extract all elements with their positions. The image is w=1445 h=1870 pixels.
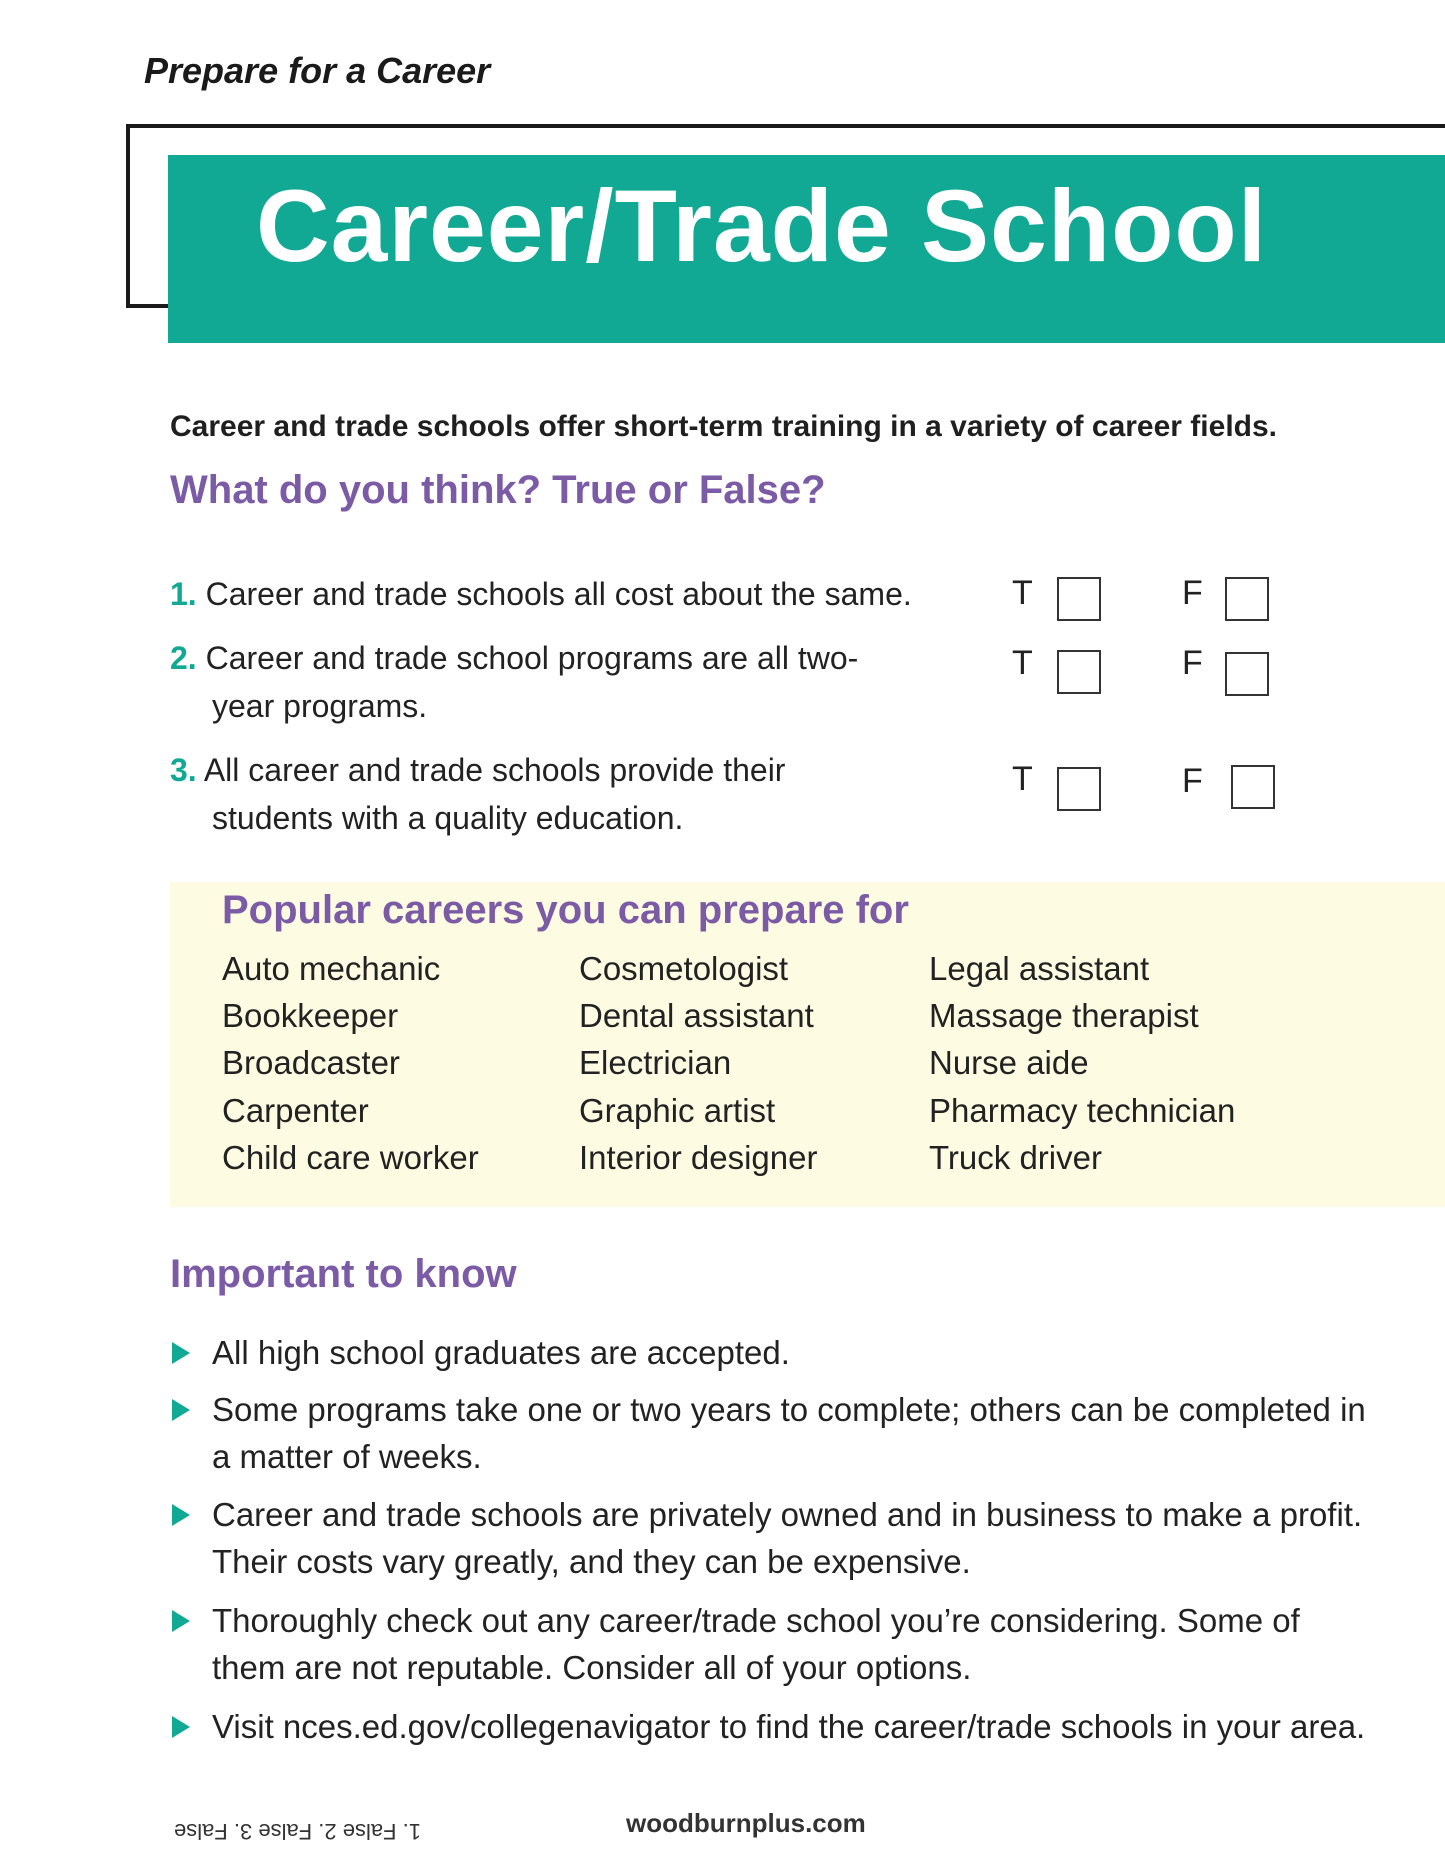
question-number: 3. (170, 752, 197, 788)
question-number: 2. (170, 640, 197, 676)
q1-true-checkbox[interactable] (1057, 577, 1101, 621)
question-3 (170, 746, 785, 842)
page-title: Career/Trade School (256, 169, 1268, 283)
true-label: T (1012, 574, 1033, 612)
bullet-arrow-icon (172, 1342, 190, 1364)
career-item: Cosmetologist (579, 950, 789, 987)
quiz-heading: What do you think? True or False? (170, 468, 826, 512)
q3-false-checkbox[interactable] (1231, 765, 1275, 809)
bullet-item (212, 1597, 1300, 1691)
q1-false-checkbox[interactable] (1225, 577, 1269, 621)
bullet-line: Career and trade schools are privately owned and in business to make a profit. (212, 1496, 1363, 1533)
careers-heading: Popular careers you can prepare for (222, 888, 909, 932)
upside-down-answer-key: 1. False 2. False 3. False (174, 1819, 421, 1844)
bullet-item (212, 1386, 1366, 1480)
bullet-line: a matter of weeks. (212, 1438, 482, 1475)
question-text: Career and trade schools all cost about the same. (205, 576, 912, 612)
bullet-line: Their costs vary greatly, and they can be expensive. (212, 1543, 971, 1580)
q2-false-checkbox[interactable] (1225, 652, 1269, 696)
footer-url[interactable]: woodburnplus.com (626, 1808, 866, 1838)
q3-true-checkbox[interactable] (1057, 767, 1101, 811)
career-item: Nurse aide (929, 1044, 1089, 1081)
q2-true-checkbox[interactable] (1057, 650, 1101, 694)
question-1 (170, 570, 912, 618)
bullet-line: Some programs take one or two years to complete; others can be completed in (212, 1391, 1366, 1428)
bullet-line: Thoroughly check out any career/trade school you’re considering. Some of (212, 1602, 1300, 1639)
bullet-arrow-icon (172, 1399, 190, 1421)
bullet-arrow-icon (172, 1716, 190, 1738)
career-item: Carpenter (222, 1092, 369, 1129)
career-item: Massage therapist (929, 997, 1199, 1034)
question-text: Career and trade school programs are all two- (205, 640, 859, 676)
career-item: Electrician (579, 1044, 732, 1081)
career-item: Dental assistant (579, 997, 814, 1034)
bullet-line: them are not reputable. Consider all of your options. (212, 1649, 972, 1686)
career-item: Interior designer (579, 1139, 818, 1176)
career-item: Broadcaster (222, 1044, 400, 1081)
false-label: F (1182, 574, 1203, 612)
career-item: Legal assistant (929, 950, 1150, 987)
question-text-cont: students with a quality education. (212, 800, 684, 836)
career-item: Graphic artist (579, 1092, 776, 1129)
bullet-item: All high school graduates are accepted. (212, 1334, 790, 1371)
career-item: Truck driver (929, 1139, 1102, 1176)
false-label: F (1182, 762, 1203, 800)
bullet-arrow-icon (172, 1504, 190, 1526)
question-number: 1. (170, 576, 197, 612)
career-item: Bookkeeper (222, 997, 399, 1034)
bullet-item: Visit nces.ed.gov/collegenavigator to find the career/trade schools in your area. (212, 1708, 1366, 1745)
true-label: T (1012, 760, 1033, 798)
career-item: Auto mechanic (222, 950, 441, 987)
question-text-cont: year programs. (212, 688, 428, 724)
question-text: All career and trade schools provide their (203, 752, 786, 788)
important-heading: Important to know (170, 1252, 517, 1296)
false-label: F (1182, 644, 1203, 682)
question-2 (170, 634, 858, 730)
true-label: T (1012, 644, 1033, 682)
intro-text: Career and trade schools offer short-term training in a variety of career fields. (170, 410, 1277, 443)
bullet-arrow-icon (172, 1610, 190, 1632)
bullet-item (212, 1491, 1362, 1585)
career-item: Pharmacy technician (929, 1092, 1236, 1129)
career-item: Child care worker (222, 1139, 479, 1176)
page-kicker: Prepare for a Career (144, 50, 491, 91)
